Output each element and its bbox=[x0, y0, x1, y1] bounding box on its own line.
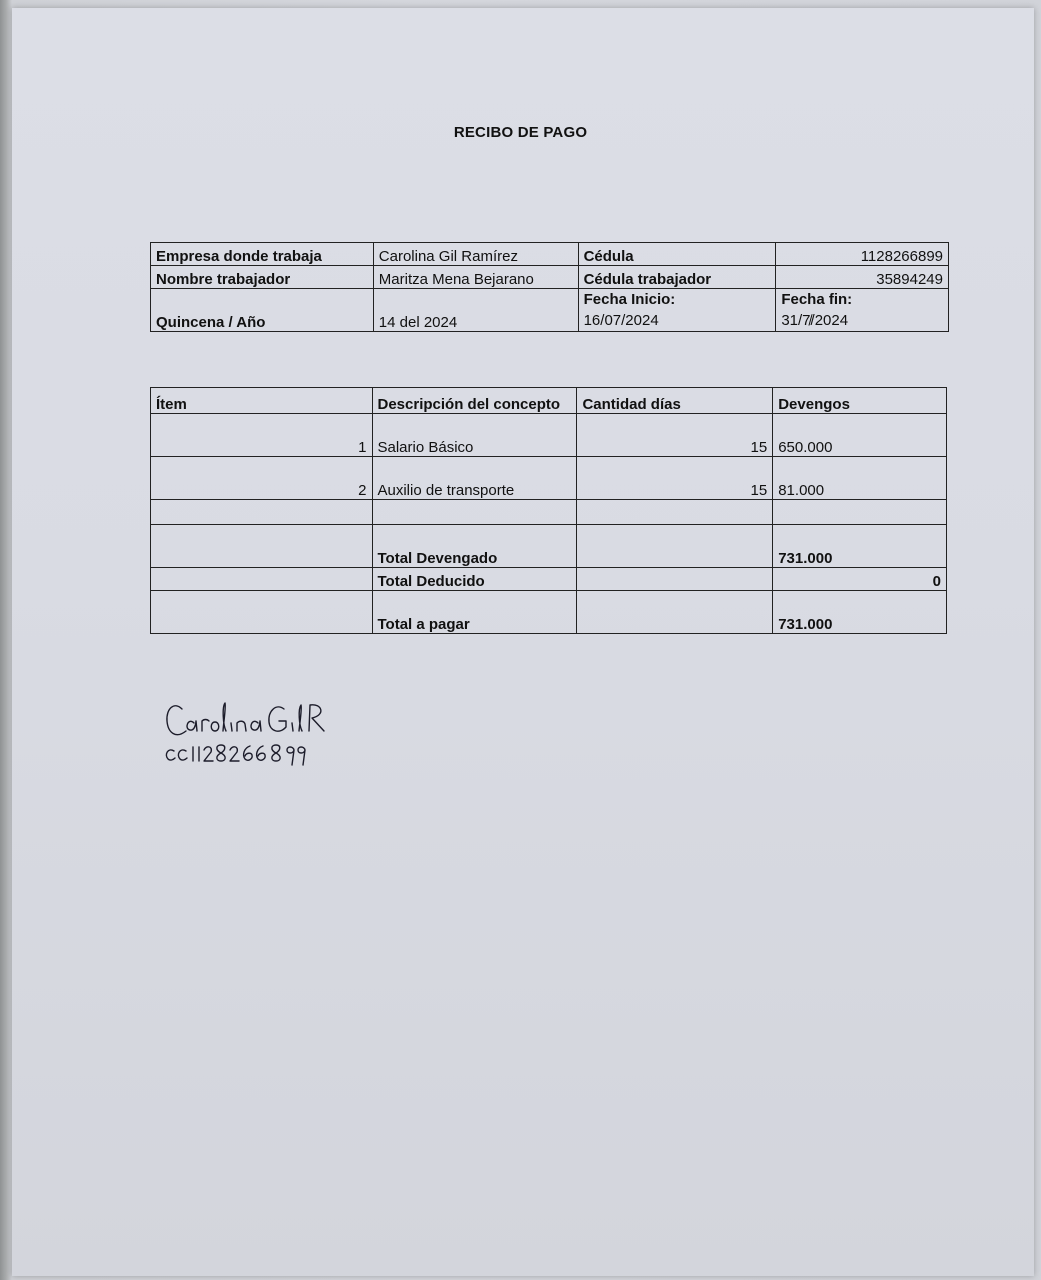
row-descripcion: Auxilio de transporte bbox=[372, 457, 577, 500]
nombre-value: Maritza Mena Bejarano bbox=[373, 266, 578, 289]
total-pagar-value: 731.000 bbox=[773, 591, 947, 634]
total-deducido-value: 0 bbox=[773, 568, 947, 591]
info-row-quincena bbox=[151, 289, 949, 332]
cedula-trabajador-value: 35894249 bbox=[776, 266, 949, 289]
total-devengado-value: 731.000 bbox=[773, 525, 947, 568]
total-devengado-label: Total Devengado bbox=[372, 525, 577, 568]
cedula-trabajador-label: Cédula trabajador bbox=[578, 266, 776, 289]
row-item: 1 bbox=[151, 414, 373, 457]
document-title: RECIBO DE PAGO bbox=[453, 124, 588, 141]
paper-sheet bbox=[12, 8, 1034, 1276]
table-row bbox=[151, 457, 947, 500]
total-pagar-label: Total a pagar bbox=[372, 591, 577, 634]
header-cantidad: Cantidad días bbox=[577, 388, 773, 414]
total-deducido-label: Total Deducido bbox=[372, 568, 577, 591]
total-devengado-row bbox=[151, 525, 947, 568]
header-item: Ítem bbox=[151, 388, 373, 414]
fecha-fin-cell bbox=[776, 289, 949, 332]
table-row bbox=[151, 414, 947, 457]
row-descripcion: Salario Básico bbox=[372, 414, 577, 457]
fecha-inicio-cell bbox=[578, 289, 776, 332]
nombre-label: Nombre trabajador bbox=[151, 266, 374, 289]
detail-header-row bbox=[151, 388, 947, 414]
cedula-label: Cédula bbox=[578, 243, 776, 266]
handwritten-signature bbox=[162, 695, 352, 775]
fecha-fin-value: 31/7̸/2024 bbox=[781, 312, 849, 329]
header-descripcion: Descripción del concepto bbox=[372, 388, 577, 414]
employee-info-table bbox=[150, 242, 949, 332]
row-devengos: 650.000 bbox=[773, 414, 947, 457]
total-deducido-row bbox=[151, 568, 947, 591]
quincena-label: Quincena / Año bbox=[151, 289, 374, 332]
fecha-inicio-label: Fecha Inicio: bbox=[583, 291, 676, 308]
info-row-nombre bbox=[151, 266, 949, 289]
info-row-empresa bbox=[151, 243, 949, 266]
fecha-fin-label: Fecha fin: bbox=[781, 291, 853, 308]
row-cantidad: 15 bbox=[577, 414, 773, 457]
total-pagar-row bbox=[151, 591, 947, 634]
quincena-value: 14 del 2024 bbox=[373, 289, 578, 332]
cedula-value: 1128266899 bbox=[776, 243, 949, 266]
row-cantidad: 15 bbox=[577, 457, 773, 500]
header-devengos: Devengos bbox=[773, 388, 947, 414]
empty-row bbox=[151, 500, 947, 525]
empresa-value: Carolina Gil Ramírez bbox=[373, 243, 578, 266]
empresa-label: Empresa donde trabaja bbox=[151, 243, 374, 266]
fecha-inicio-value: 16/07/2024 bbox=[583, 312, 659, 329]
payment-detail-table bbox=[150, 387, 947, 634]
row-item: 2 bbox=[151, 457, 373, 500]
row-devengos: 81.000 bbox=[773, 457, 947, 500]
